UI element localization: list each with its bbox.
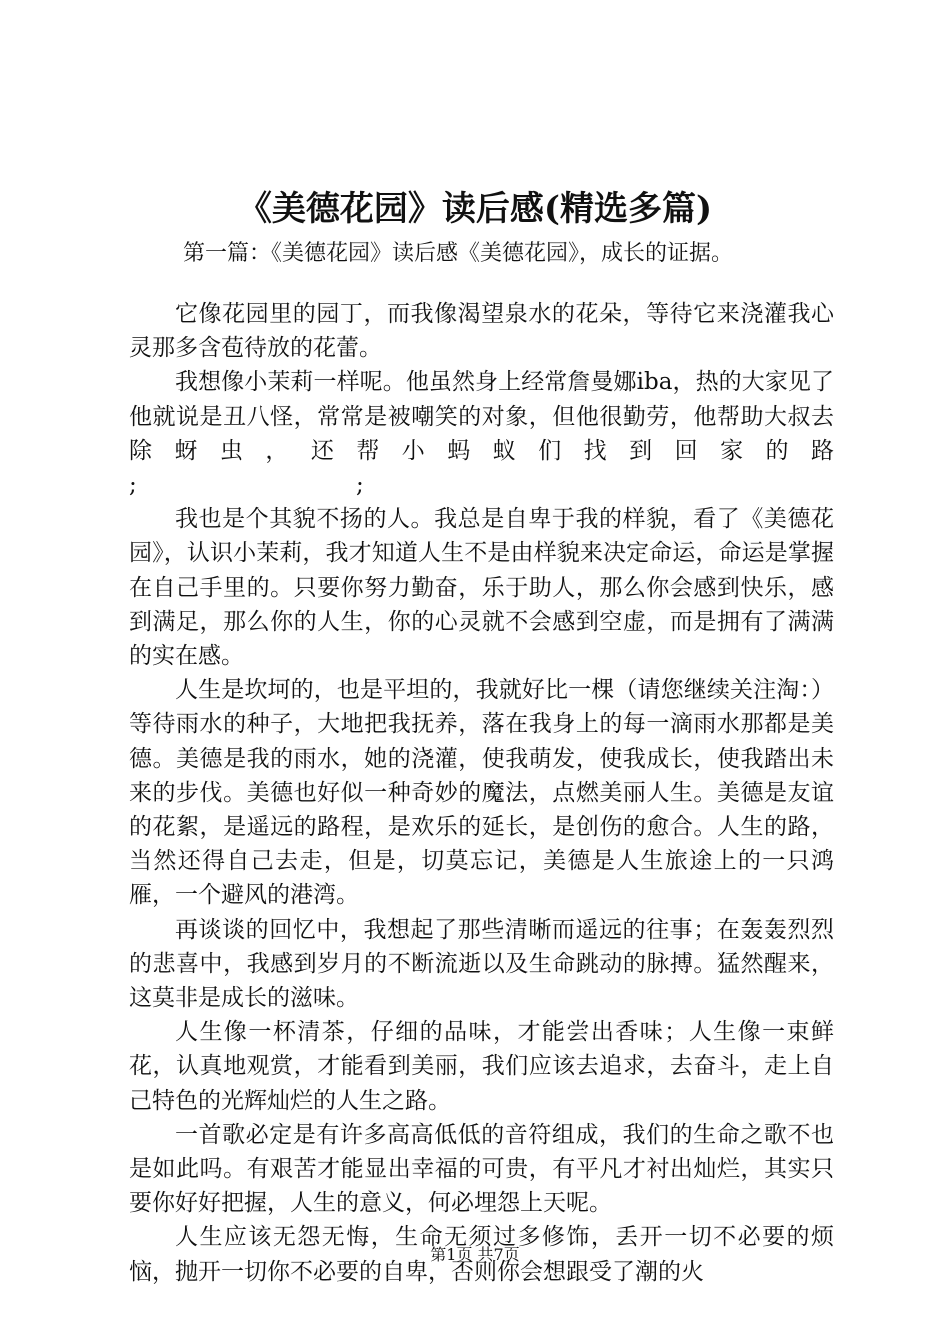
paragraph-1: 它像花园里的园丁，而我像渴望泉水的花朵，等待它来浇灌我心灵那多含苞待放的花蕾。 <box>129 301 834 362</box>
document-subtitle: 第一篇：《美德花园》读后感《美德花园》，成长的证据。 <box>183 241 734 266</box>
semicolon-line <box>129 468 834 502</box>
semicolon-mark-1: ; <box>129 472 137 499</box>
paragraph-2: 我想像小茉莉一样呢。他虽然身上经常詹曼娜iba，热的大家见了他就说是丑八怪，常常是被嘲笑的对象，但他很勤劳，他帮助大叔去除蚜虫，还帮小蚂蚁们找到回家的路 <box>129 369 834 464</box>
page-footer: 第1页 共7页 <box>430 1245 520 1264</box>
paragraph-4: 人生是坎坷的，也是平坦的，我就好比一棵（请您继续关注淘：）等待雨水的种子，大地把我抚养，落在我身上的每一滴雨水那都是美德。美德是我的雨水，她的浇灌，使我萌发，使我成长，使我踏出未来的步伐。美德也好似一种奇妙的魔法，点燃美丽人生。美德是友谊的花絮，是遥远的路程，是欢乐的延长，是创伤的愈合。人生的路，当然还得自己去走，但是，切莫忘记，美德是人生旅途上的一只鸿雁，一个避风的港湾。 <box>129 677 834 909</box>
document-title: 《美德花园》读后感(精选多篇) <box>237 189 713 229</box>
document-body <box>129 297 834 1289</box>
paragraph-5: 再谈谈的回忆中，我想起了那些清晰而遥远的往事；在轰轰烈烈的悲喜中，我感到岁月的不断流逝以及生命跳动的脉搏。猛然醒来，这莫非是成长的滋味。 <box>129 916 834 1012</box>
paragraph-8: 人生应该无怨无悔，生命无须过多修饰，丢开一切不必要的烦恼，抛开一切你不必要的自卑，否则你会想跟受了潮的火 <box>129 1224 834 1285</box>
semicolon-mark-2: ; <box>356 472 364 499</box>
paragraph-6: 人生像一杯清茶，仔细的品味，才能尝出香味；人生像一束鲜花，认真地观赏，才能看到美丽，我们应该去追求，去奋斗，走上自己特色的光辉灿烂的人生之路。 <box>129 1019 834 1114</box>
paragraph-7: 一首歌必定是有许多高高低低的音符组成，我们的生命之歌不也是如此吗。有艰苦才能显出幸福的可贵，有平凡才衬出灿烂，其实只要你好好把握，人生的意义，何必埋怨上天呢。 <box>129 1121 834 1217</box>
paragraph-3: 我也是个其貌不扬的人。我总是自卑于我的样貌，看了《美德花园》，认识小茉莉，我才知道人生不是由样貌来决定命运，命运是掌握在自己手里的。只要你努力勤奋，乐于助人，那么你会感到快乐，感到满足，那么你的人生，你的心灵就不会感到空虚，而是拥有了满满的实在感。 <box>129 506 834 670</box>
